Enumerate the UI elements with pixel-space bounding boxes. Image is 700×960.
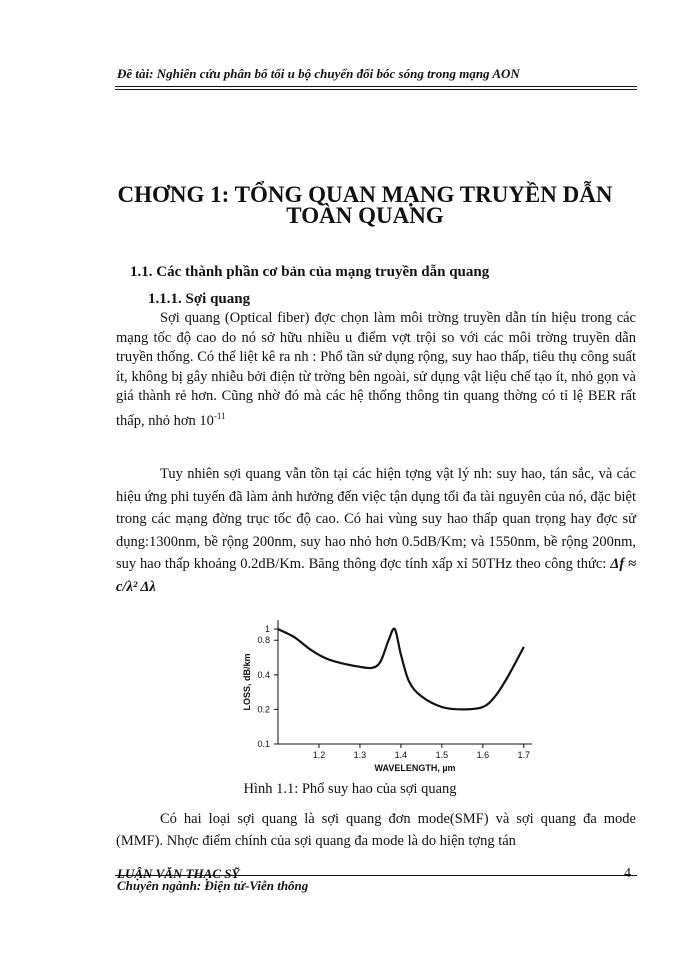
bandwidth-formula: Δf ≈ c/λ² Δλ	[116, 556, 636, 595]
footer-major-label: Chuyên ngành: Điện tử-Viễn thông	[117, 878, 309, 893]
x-axis-label: WAVELENGTH, µm	[374, 763, 456, 773]
paragraph-3: Có hai loại sợi quang là sợi quang đơn mode(SMF) và sợi quang đa mode (MMF). Nhợc điểm chính của sợi quang đa mode là do hiện tợng tán	[116, 811, 636, 849]
exponent: -11	[213, 410, 226, 421]
loss-spectrum-chart	[240, 612, 540, 777]
x-tick-label: 1.7	[517, 750, 531, 760]
header-rule-2	[115, 89, 637, 90]
y-tick-label: 0.4	[257, 669, 270, 680]
header-rule	[115, 86, 637, 87]
y-tick-label: 0.2	[257, 704, 270, 715]
figure-caption: Hình 1.1: Phổ suy hao của sợi quang	[243, 781, 457, 797]
x-tick-label: 1.2	[312, 750, 326, 760]
x-tick-label: 1.6	[476, 750, 490, 760]
loss-curve	[278, 629, 524, 710]
paragraph-1	[116, 309, 636, 431]
paragraph-2	[116, 463, 636, 598]
y-axis-label: LOSS, dB/km	[242, 653, 252, 711]
x-tick-label: 1.3	[353, 750, 367, 760]
page-header: Đề tài: Nghiên cứu phân bổ tối u bộ chuyển đổi bóc sóng trong mạng AON	[117, 66, 520, 81]
chapter-title	[100, 184, 630, 226]
chart-layer	[242, 620, 532, 773]
x-tick-label: 1.4	[394, 750, 408, 760]
chapter-title-line1: CHƠNG 1: TỔNG QUAN MẠNG TRUYỀN DẪN	[117, 182, 613, 207]
section-heading: 1.1. Các thành phần cơ bản của mạng truyền dẫn quang	[130, 264, 490, 280]
page-number: 4	[624, 866, 631, 881]
paragraph-1-text: Sợi quang (Optical fiber) đợc chọn làm môi trờng truyền dẫn tín hiệu trong các mạng tốc độ cao do nó sở hữu nhiều u điểm vợt trội so với các môi trờng truyền dẫn truyền thống. Có thể liệt kê ra nh : Phổ tần sử dụng rộng, suy hao thấp, tiêu thụ công suất ít, không bị gây nhiễu bởi điện từ trờng bên ngoài, sử dụng vật liệu chế tạo ít, nhỏ gọn và giá thành rẻ hơn. Cũng nhờ đó mà các hệ thống thông tin quang thờng có tỉ lệ BER rất thấp, nhỏ hơn 10	[116, 310, 636, 429]
footer-rule	[115, 875, 637, 876]
paragraph-2-text: Tuy nhiên sợi quang vẫn tồn tại các hiện tợng vật lý nh: suy hao, tán sắc, và các hiệu ứng phi tuyến đã làm ảnh hưởng đến việc tận dụng tối đa tài nguyên của nó, đặc biệt trong các mạng đờng trục tốc độ cao. Có hai vùng suy hao thấp quan trọng hay đợc sử dụng:1300nm, bề rộng 200nm, suy hao nhỏ hơn 0.5dB/Km; và 1550nm, bề rộng 200nm, suy hao thấp khoảng 0.2dB/Km. Băng thông đợc tính xấp xỉ 50THz theo công thức:	[116, 466, 636, 572]
footer-thesis-label: LUẬN VĂN THẠC SỸ	[117, 866, 240, 881]
chapter-title-line2: TOÀN QUANG	[286, 203, 444, 228]
y-tick-label: 0.1	[257, 739, 270, 749]
y-tick-label: 1	[264, 624, 270, 635]
x-tick-label: 1.5	[435, 750, 449, 760]
y-tick-label: 0.8	[257, 635, 270, 646]
subsection-heading: 1.1.1. Sợi quang	[148, 291, 251, 307]
